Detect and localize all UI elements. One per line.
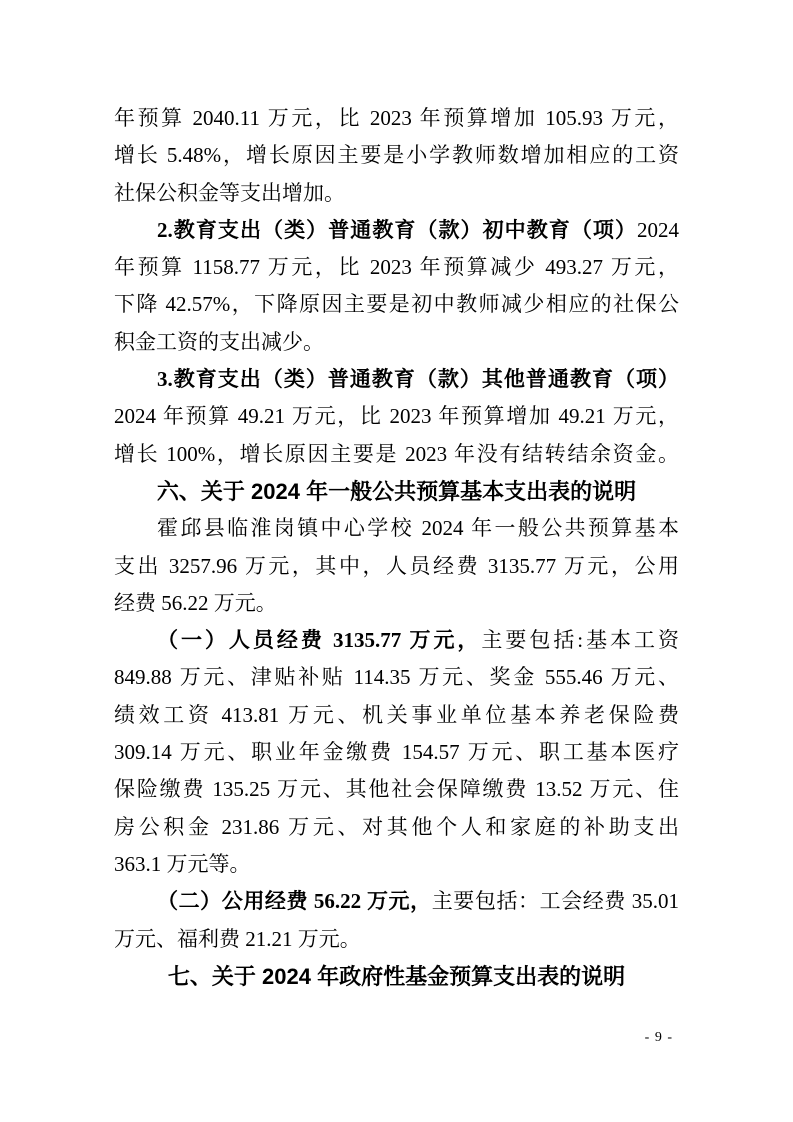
bold-subheading: （一）人员经费 3135.77 万元， (157, 628, 482, 653)
body-line (114, 249, 679, 286)
body-text: 经费 56.22 万元。 (114, 590, 277, 615)
body-text: 增长 5.48%，增长原因主要是小学教师数增加相应的工资 (114, 143, 679, 168)
heading-text: 六、关于 2024 年一般公共预算基本支出表的说明 (156, 478, 637, 504)
body-text: 霍邱县临淮岗镇中心学校 2024 年一般公共预算基本 (157, 516, 679, 541)
section-6-heading (114, 473, 679, 510)
body-text: 保险缴费 135.25 万元、其他社会保障缴费 13.52 万元、住 (114, 777, 679, 802)
body-text: 2024 (637, 217, 679, 242)
body-line (114, 286, 679, 323)
body-text: 下降 42.57%，下降原因主要是初中教师减少相应的社保公 (114, 292, 679, 317)
body-text: 309.14 万元、职业年金缴费 154.57 万元、职工基本医疗 (114, 740, 679, 765)
body-line (114, 697, 679, 734)
body-line (114, 436, 679, 473)
body-line-public-funds (114, 883, 679, 920)
body-text: 年预算 2040.11 万元，比 2023 年预算增加 105.93 万元， (114, 106, 679, 130)
body-text: 社保公积金等支出增加。 (114, 180, 345, 205)
body-text: 年预算 1158.77 万元，比 2023 年预算减少 493.27 万元， (114, 255, 679, 280)
body-line (114, 100, 679, 137)
body-text: 支出 3257.96 万元，其中，人员经费 3135.77 万元，公用 (114, 553, 679, 578)
body-text: 房公积金 231.86 万元、对其他个人和家庭的补助支出 (114, 814, 679, 839)
body-line (114, 510, 679, 547)
body-text: 绩效工资 413.81 万元、机关事业单位基本养老保险费 (114, 702, 679, 727)
body-line (114, 921, 679, 958)
section-7-heading (114, 958, 679, 995)
body-line (114, 137, 679, 174)
body-text: 849.88 万元、津贴补贴 114.35 万元、奖金 555.46 万元、 (114, 665, 679, 690)
body-line (114, 771, 679, 808)
body-text: 主要包括：工会经费 35.01 (431, 889, 679, 914)
bold-item-label: 2.教育支出（类）普通教育（款）初中教育（项） (157, 217, 637, 242)
heading-text: 七、关于 2024 年政府性基金预算支出表的说明 (167, 963, 626, 989)
body-text: 2024 年预算 49.21 万元，比 2023 年预算增加 49.21 万元， (114, 404, 679, 429)
body-text: 积金工资的支出减少。 (114, 329, 324, 354)
body-text: 万元、福利费 21.21 万元。 (114, 926, 361, 951)
body-text: 增长 100%，增长原因主要是 2023 年没有结转结余资金。 (114, 441, 679, 466)
body-text: 主要包括:基本工资 (481, 628, 679, 653)
body-line (114, 585, 679, 622)
body-line (114, 846, 679, 883)
body-text: 363.1 万元等。 (114, 851, 251, 876)
bold-subheading: （二）公用经费 56.22 万元， (157, 889, 432, 914)
body-line (114, 175, 679, 212)
body-line (114, 548, 679, 585)
bold-item-label: 3.教育支出（类）普通教育（款）其他普通教育（项） (157, 367, 679, 392)
body-line (114, 734, 679, 771)
body-line (114, 398, 679, 435)
body-line-item-3 (114, 361, 679, 398)
page-number: - 9 - (644, 1030, 673, 1045)
body-line (114, 659, 679, 696)
document-body (114, 100, 679, 995)
body-line-personnel-funds (114, 622, 679, 659)
body-line (114, 809, 679, 846)
body-line (114, 324, 679, 361)
body-line-item-2 (114, 212, 679, 249)
